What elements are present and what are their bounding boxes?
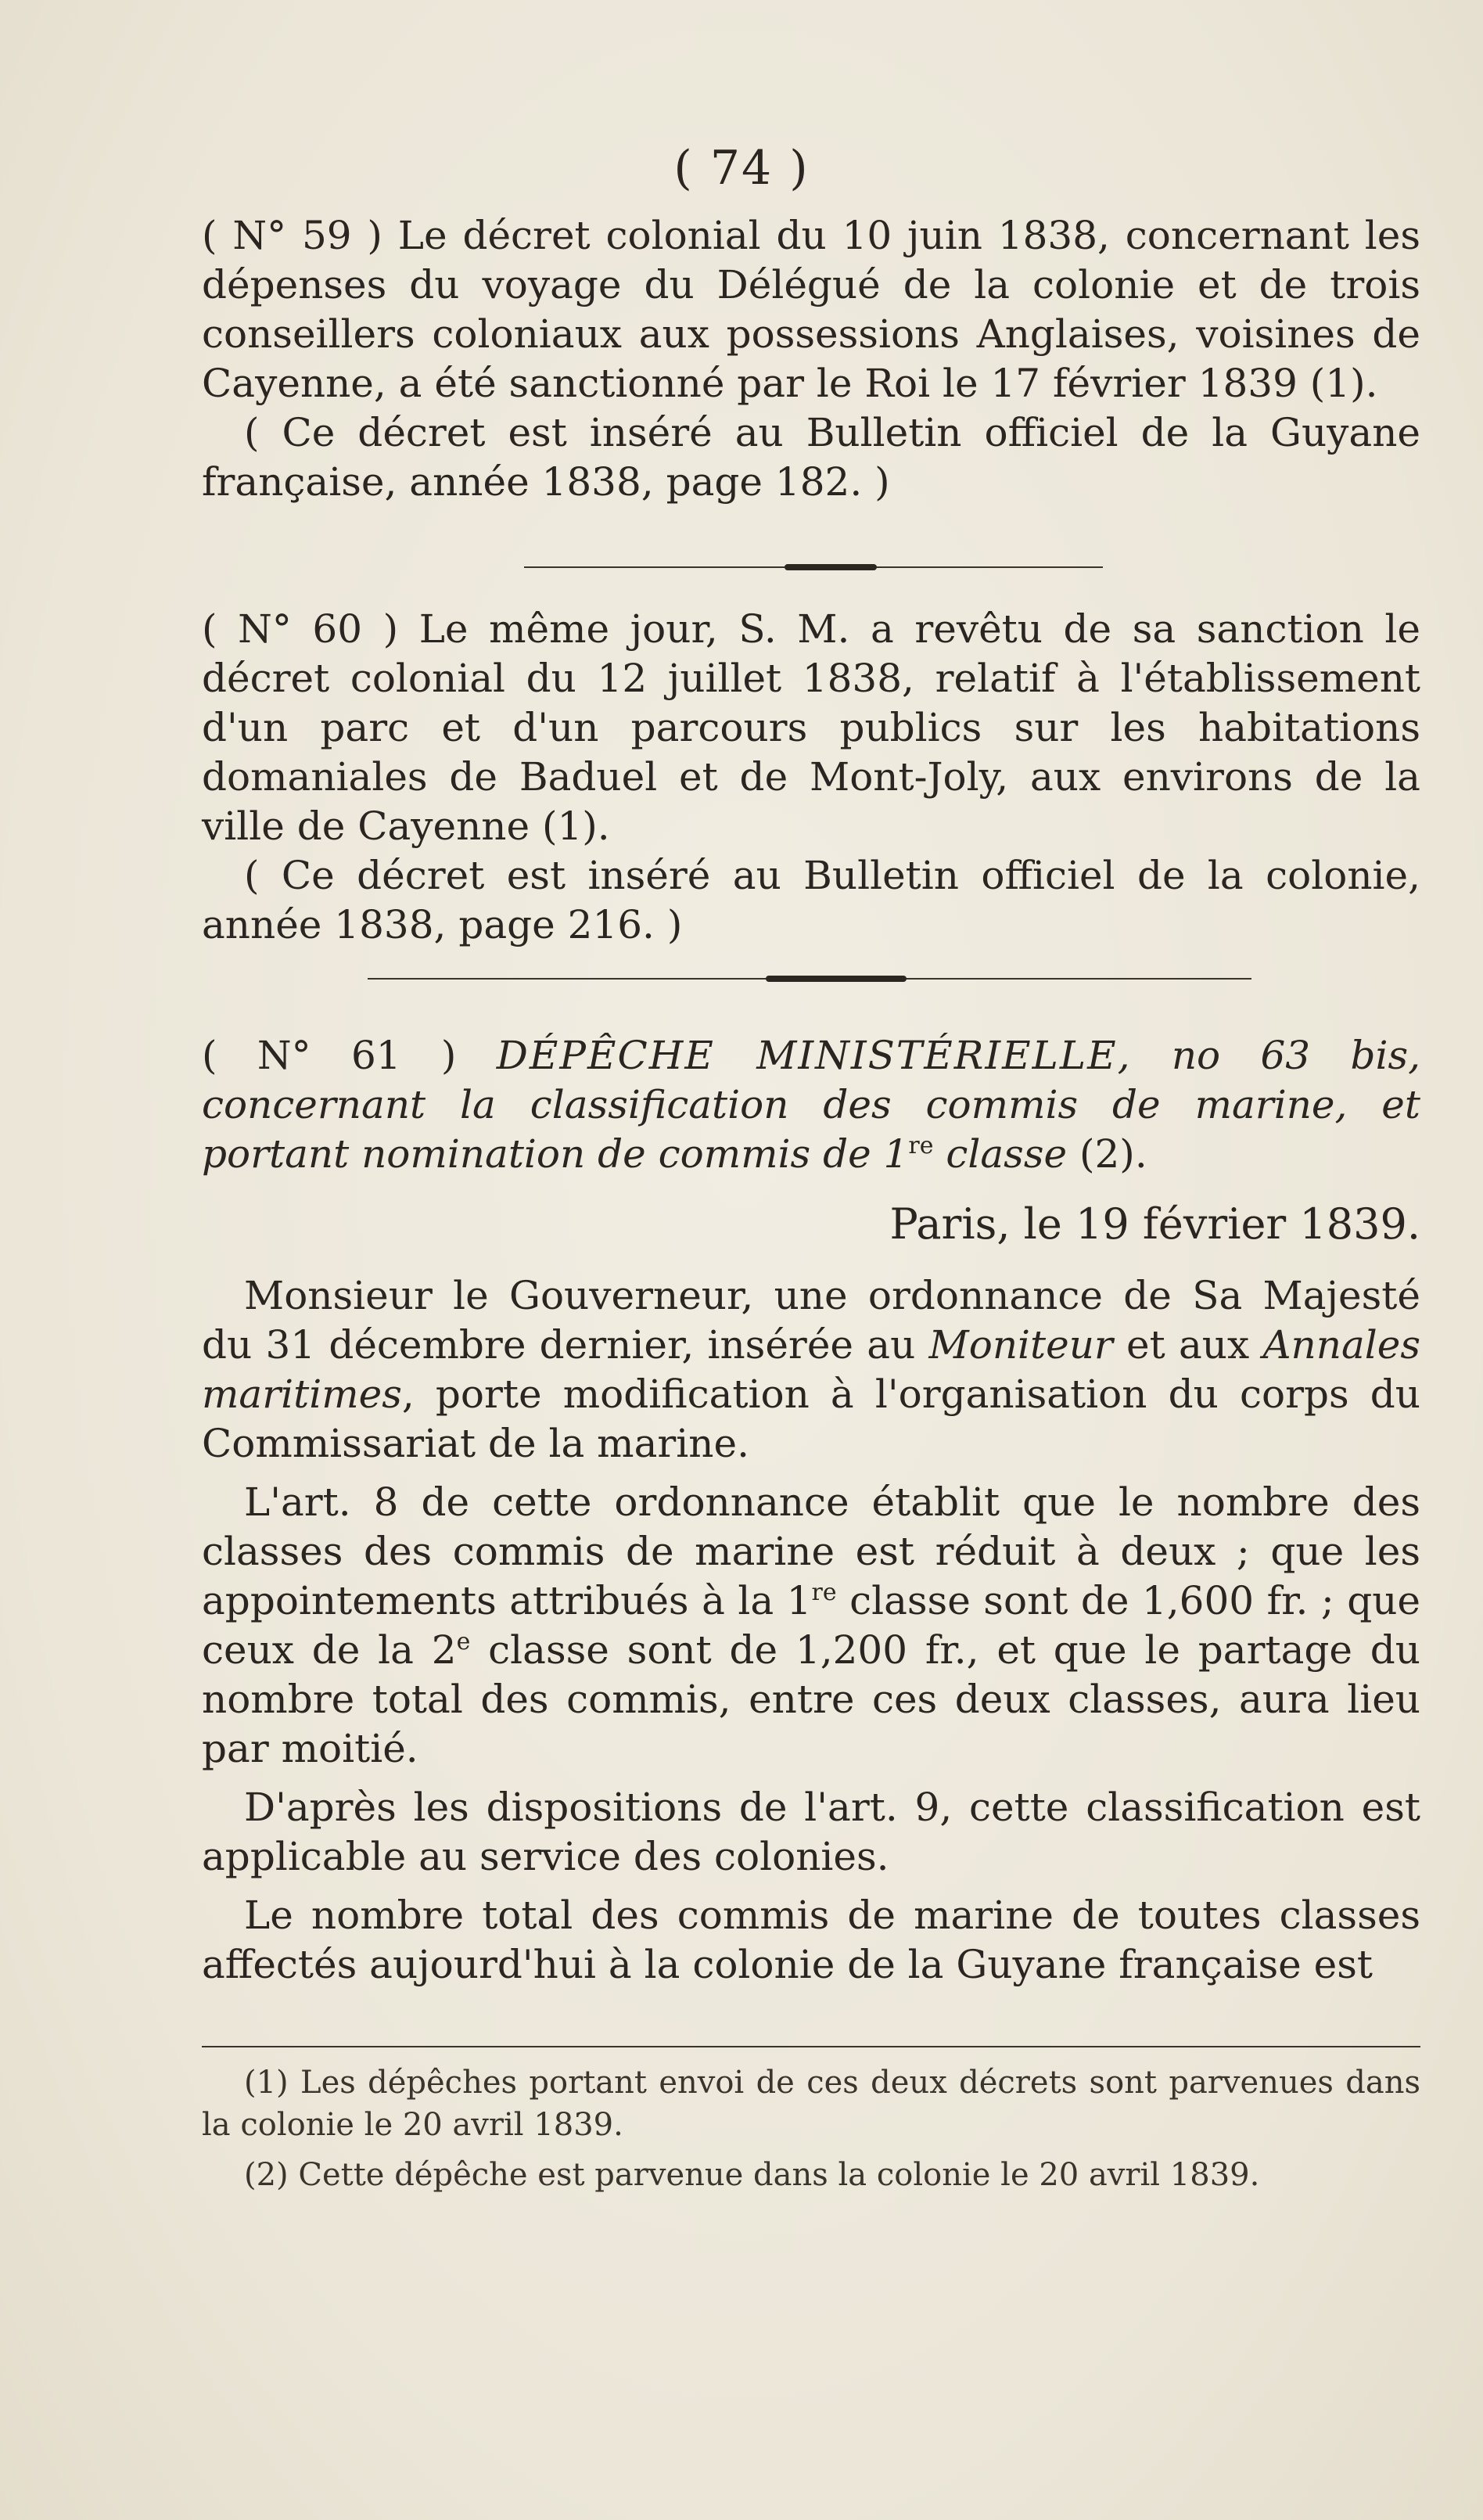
- paragraph-1: Monsieur le Gouverneur, une ordonnance de Sa Majesté du 31 décembre dernier, insérée au Moniteur et aux Annales maritimes, porte modification à l'organisation du corps du Commissariat de la marine.: [202, 1273, 1420, 1466]
- item-60: [202, 605, 1420, 950]
- dispatch-subtitle-b: classe: [933, 1131, 1068, 1177]
- footnote-1: (1) Les dépêches portant envoi de ces deux décrets sont parvenues dans la colonie le 20 avril 1839.: [202, 2065, 1420, 2143]
- paragraph-3: D'après les dispositions de l'art. 9, cette classification est applicable au service des colonies.: [202, 1785, 1420, 1879]
- item-60-note: ( Ce décret est inséré au Bulletin officiel de la colonie, année 1838, page 216. ): [202, 853, 1420, 947]
- dispatch-date: Paris, le 19 février 1839.: [889, 1199, 1420, 1249]
- footnote-rule: [202, 2046, 1420, 2047]
- dispatch-subtitle-a: concernant la classification des commis de marine, et portant nomination de commis de 1: [202, 1082, 1420, 1177]
- item-59-note: ( Ce décret est inséré au Bulletin officiel de la Guyane française, année 1838, page 182. ): [202, 410, 1420, 505]
- item-59-body: ( N° 59 ) Le décret colonial du 10 juin 1838, concernant les dépenses du voyage du Délégué de la colonie et de trois conseillers coloniaux aux possessions Anglaises, voisines de Cayenne, a été sanctionné par le Roi le 17 février 1839 (1).: [202, 213, 1420, 406]
- moniteur-title: Moniteur: [928, 1322, 1113, 1368]
- paragraph-4: Le nombre total des commis de marine de toutes classes affectés aujourd'hui à la colonie de la Guyane française est: [202, 1893, 1420, 1987]
- item-60-body: ( N° 60 ) Le même jour, S. M. a revêtu de sa sanction le décret colonial du 12 juillet 1838, relatif à l'établissement d'un parc et d'un parcours publics sur les habitations domaniales de Baduel et de Mont-Joly, aux environs de la ville de Cayenne (1).: [202, 606, 1420, 849]
- separator-rule-1: [524, 566, 1103, 568]
- item-61-body: [202, 1271, 1420, 1990]
- page-number: ( 74 ): [673, 141, 810, 196]
- footnotes: [202, 2062, 1420, 2196]
- dispatch-number: ( N° 61 ): [202, 1033, 457, 1078]
- footnote-ref-2: (2).: [1067, 1131, 1147, 1177]
- annales-title: Annales maritimes: [202, 1322, 1420, 1417]
- separator-rule-2: [368, 978, 1251, 980]
- paragraph-2: L'art. 8 de cette ordonnance établit que le nombre des classes des commis de marine est réduit à deux ; que les appointements attribués à la 1re classe sont de 1,600 fr. ; que ceux de la 2e classe sont de 1,200 fr., et que le partage du nombre total des commis, entre ces deux classes, aura lieu par moitié.: [202, 1479, 1420, 1771]
- footnote-2: (2) Cette dépêche est parvenue dans la colonie le 20 avril 1839.: [244, 2157, 1260, 2193]
- item-61-heading: [202, 1031, 1420, 1179]
- dispatch-subtitle-sup: re: [908, 1132, 934, 1159]
- item-59: [202, 211, 1420, 507]
- dispatch-heading: [202, 1031, 1420, 1179]
- dispatch-title: DÉPÊCHE MINISTÉRIELLE,: [496, 1033, 1132, 1078]
- dispatch-no: no 63 bis,: [1171, 1033, 1420, 1078]
